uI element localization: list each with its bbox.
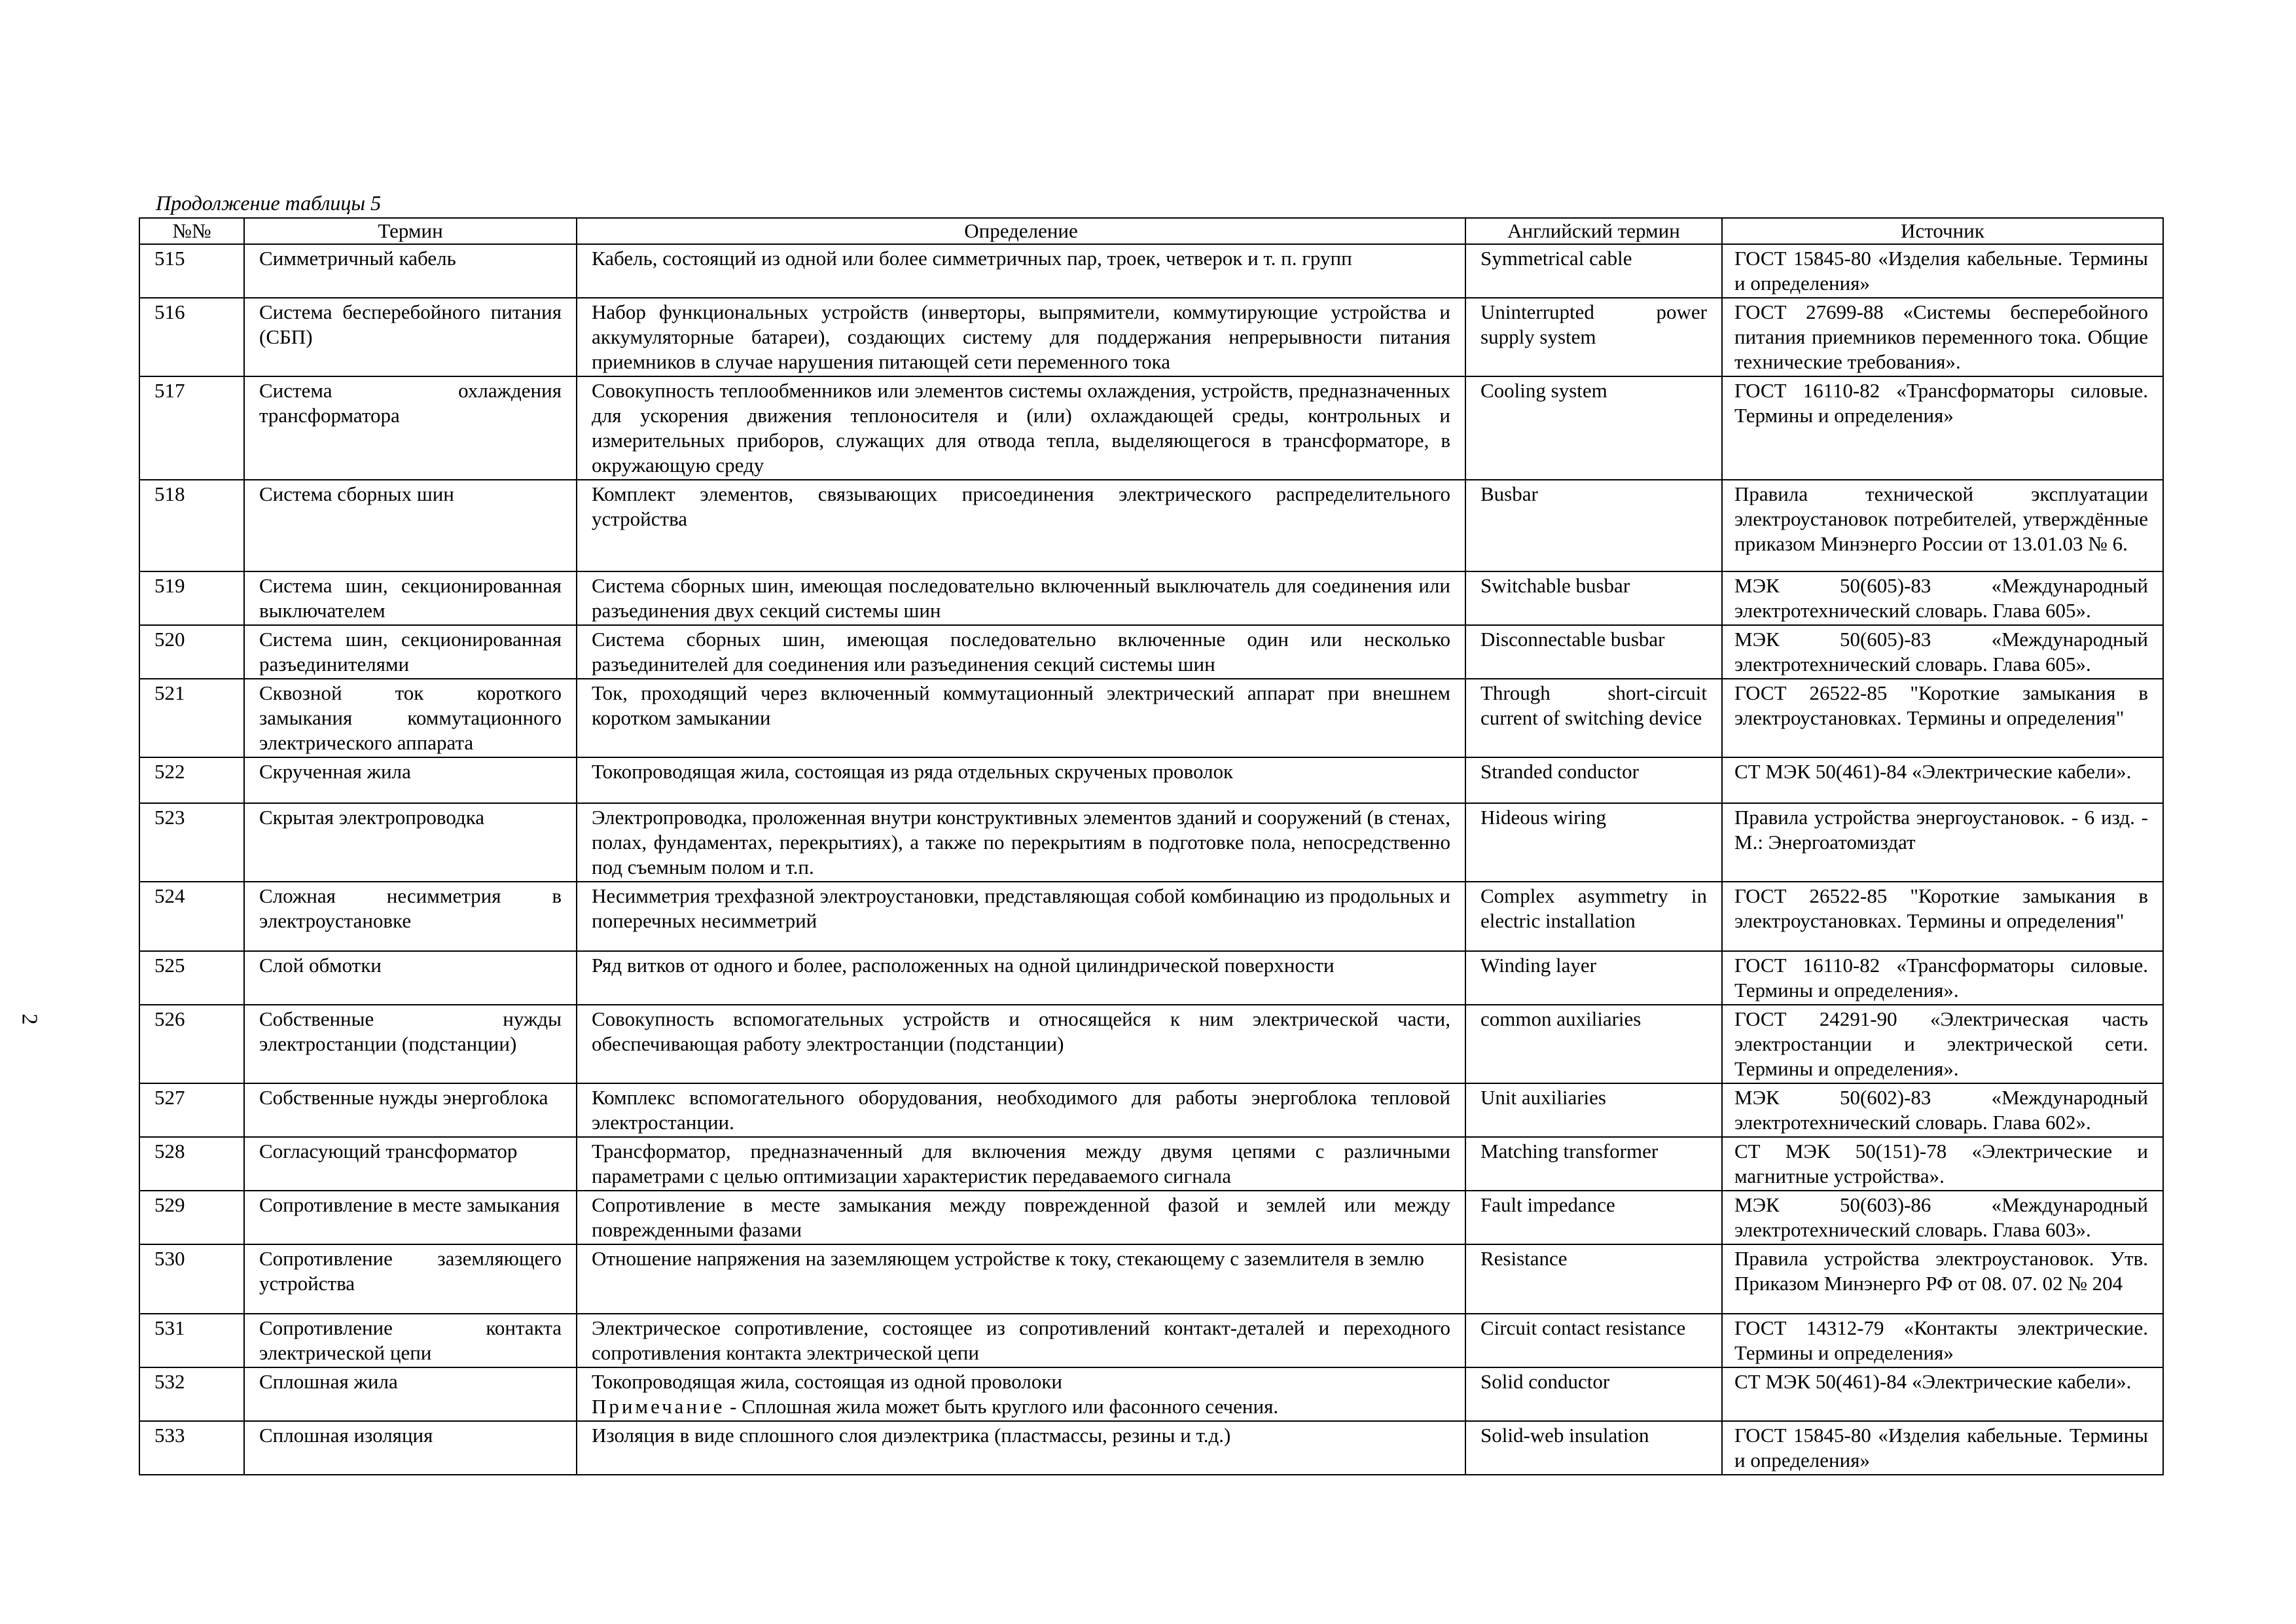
cell-number: 533: [139, 1421, 244, 1475]
cell-source: МЭК 50(605)-83 «Международный электротехнический словарь. Глава 605».: [1722, 571, 2163, 625]
cell-source: МЭК 50(602)-83 «Международный электротехнический словарь. Глава 602».: [1722, 1083, 2163, 1137]
cell-number: 521: [139, 679, 244, 757]
cell-term: Скрученная жила: [244, 757, 577, 803]
cell-source: Правила устройства энергоустановок. - 6 изд. - М.: Энергоатомиздат: [1722, 803, 2163, 882]
cell-source: ГОСТ 15845-80 «Изделия кабельные. Термины и определения»: [1722, 244, 2163, 298]
cell-term: Сопротивление в месте замыкания: [244, 1191, 577, 1244]
table-row: [139, 951, 2163, 1005]
table-body: [139, 244, 2163, 1475]
cell-definition: Токопроводящая жила, состоящая из ряда отдельных скрученых проволок: [577, 757, 1465, 803]
cell-term: Слой обмотки: [244, 951, 577, 1005]
table-header-row: [139, 218, 2163, 244]
cell-english-term: Busbar: [1465, 480, 1722, 571]
cell-english-term: Fault impedance: [1465, 1191, 1722, 1244]
table-row: [139, 882, 2163, 951]
cell-english-term: Symmetrical cable: [1465, 244, 1722, 298]
cell-english-term: Switchable busbar: [1465, 571, 1722, 625]
cell-number: 523: [139, 803, 244, 882]
cell-definition: Комплекс вспомогательного оборудования, необходимого для работы энергоблока тепловой электростанции.: [577, 1083, 1465, 1137]
table-row: [139, 1083, 2163, 1137]
cell-definition: [577, 1367, 1465, 1421]
cell-number: 531: [139, 1314, 244, 1367]
cell-definition: Комплект элементов, связывающих присоединения электрического распределительного устройства: [577, 480, 1465, 571]
table-row: [139, 1367, 2163, 1421]
cell-number: 529: [139, 1191, 244, 1244]
cell-definition: Ток, проходящий через включенный коммутационный электрический аппарат при внешнем коротком замыкании: [577, 679, 1465, 757]
cell-term: Симметричный кабель: [244, 244, 577, 298]
cell-term: Скрытая электропроводка: [244, 803, 577, 882]
cell-definition: Отношение напряжения на заземляющем устройстве к току, стекающему с заземлителя в землю: [577, 1244, 1465, 1314]
cell-source: ГОСТ 27699-88 «Системы бесперебойного питания приемников переменного тока. Общие технические требования».: [1722, 298, 2163, 376]
cell-definition: Система сборных шин, имеющая последовательно включенный выключатель для соединения или разъединения двух секций системы шин: [577, 571, 1465, 625]
page-number: 2: [17, 1013, 42, 1025]
cell-term: Сквозной ток короткого замыкания коммутационного электрического аппарата: [244, 679, 577, 757]
table-row: [139, 480, 2163, 571]
cell-definition: Совокупность теплообменников или элементов системы охлаждения, устройств, предназначенных для ускорения движения теплоносителя и (или) охлаждающей среды, контрольных и измерительных приборов, служащих для отвода тепла, выделяющегося в трансформаторе, в окружающую среду: [577, 376, 1465, 480]
cell-definition: Электропроводка, проложенная внутри конструктивных элементов зданий и сооружений (в стенах, полах, фундаментах, перекрытиях), а также по перекрытиям в подготовке пола, непосредственно под съемным полом и т.п.: [577, 803, 1465, 882]
cell-source: СТ МЭК 50(151)-78 «Электрические и магнитные устройства».: [1722, 1137, 2163, 1191]
cell-number: 530: [139, 1244, 244, 1314]
cell-number: 518: [139, 480, 244, 571]
cell-english-term: Solid-web insulation: [1465, 1421, 1722, 1475]
cell-definition: Набор функциональных устройств (инверторы, выпрямители, коммутирующие устройства и аккумуляторные батареи), создающих систему для поддержания непрерывности питания приемников в случае нарушения питающей сети переменного тока: [577, 298, 1465, 376]
cell-term: Собственные нужды энергоблока: [244, 1083, 577, 1137]
cell-definition: Ряд витков от одного и более, расположенных на одной цилиндрической поверхности: [577, 951, 1465, 1005]
definition-note: [592, 1394, 1450, 1419]
cell-english-term: Unit auxiliaries: [1465, 1083, 1722, 1137]
table-row: [139, 1244, 2163, 1314]
cell-number: 532: [139, 1367, 244, 1421]
cell-term: Система сборных шин: [244, 480, 577, 571]
cell-source: Правила устройства электроустановок. Утв. Приказом Минэнерго РФ от 08. 07. 02 № 204: [1722, 1244, 2163, 1314]
cell-number: 525: [139, 951, 244, 1005]
cell-definition: Несимметрия трехфазной электроустановки, представляющая собой комбинацию из продольных и поперечных несимметрий: [577, 882, 1465, 951]
cell-source: СТ МЭК 50(461)-84 «Электрические кабели».: [1722, 1367, 2163, 1421]
table-row: [139, 625, 2163, 679]
table-caption: Продолжение таблицы 5: [156, 191, 382, 215]
cell-english-term: Hideous wiring: [1465, 803, 1722, 882]
cell-number: 517: [139, 376, 244, 480]
table-row: [139, 376, 2163, 480]
cell-term: Сопротивление контакта электрической цепи: [244, 1314, 577, 1367]
table-row: [139, 803, 2163, 882]
cell-definition: Система сборных шин, имеющая последовательно включенные один или несколько разъединителей для соединения или разъединения секций системы шин: [577, 625, 1465, 679]
cell-number: 515: [139, 244, 244, 298]
cell-source: ГОСТ 26522-85 "Короткие замыкания в электроустановках. Термины и определения": [1722, 882, 2163, 951]
terms-table: [139, 217, 2164, 1475]
column-header-term: Термин: [244, 218, 577, 244]
cell-english-term: Resistance: [1465, 1244, 1722, 1314]
table-row: [139, 1137, 2163, 1191]
cell-english-term: Circuit contact resistance: [1465, 1314, 1722, 1367]
column-header-source: Источник: [1722, 218, 2163, 244]
cell-definition: Совокупность вспомогательных устройств и относящейся к ним электрической части, обеспечивающая работу электростанции (подстанции): [577, 1005, 1465, 1083]
cell-source: ГОСТ 26522-85 "Короткие замыкания в электроустановках. Термины и определения": [1722, 679, 2163, 757]
table-row: [139, 679, 2163, 757]
cell-number: 522: [139, 757, 244, 803]
cell-number: 527: [139, 1083, 244, 1137]
cell-source: СТ МЭК 50(461)-84 «Электрические кабели».: [1722, 757, 2163, 803]
cell-english-term: Complex asymmetry in electric installation: [1465, 882, 1722, 951]
cell-definition: Электрическое сопротивление, состоящее из сопротивлений контакт-деталей и переходного сопротивления контакта электрической цепи: [577, 1314, 1465, 1367]
cell-source: ГОСТ 16110-82 «Трансформаторы силовые. Термины и определения».: [1722, 951, 2163, 1005]
cell-number: 526: [139, 1005, 244, 1083]
cell-english-term: Stranded conductor: [1465, 757, 1722, 803]
cell-definition: Кабель, состоящий из одной или более симметричных пар, троек, четверок и т. п. групп: [577, 244, 1465, 298]
note-label: Примечание: [592, 1395, 725, 1418]
cell-definition: Трансформатор, предназначенный для включения между двумя цепями с различными параметрами с целью оптимизации характеристик передаваемого сигнала: [577, 1137, 1465, 1191]
cell-source: МЭК 50(603)-86 «Международный электротехнический словарь. Глава 603».: [1722, 1191, 2163, 1244]
cell-source: ГОСТ 14312-79 «Контакты электрические. Термины и определения»: [1722, 1314, 2163, 1367]
cell-term: Собственные нужды электростанции (подстанции): [244, 1005, 577, 1083]
cell-number: 519: [139, 571, 244, 625]
cell-term: Система бесперебойного питания (СБП): [244, 298, 577, 376]
column-header-number: №№: [139, 218, 244, 244]
cell-english-term: Disconnectable busbar: [1465, 625, 1722, 679]
cell-term: Сплошная жила: [244, 1367, 577, 1421]
definition-text: Токопроводящая жила, состоящая из одной проволоки: [592, 1370, 1062, 1393]
cell-english-term: Through short-circuit current of switching device: [1465, 679, 1722, 757]
cell-english-term: Solid conductor: [1465, 1367, 1722, 1421]
cell-term: Система охлаждения трансформатора: [244, 376, 577, 480]
cell-english-term: common auxiliaries: [1465, 1005, 1722, 1083]
table-row: [139, 244, 2163, 298]
cell-definition: Сопротивление в месте замыкания между поврежденной фазой и землей или между поврежденными фазами: [577, 1191, 1465, 1244]
note-text: - Сплошная жила может быть круглого или фасонного сечения.: [725, 1395, 1279, 1418]
cell-source: ГОСТ 24291-90 «Электрическая часть электростанции и электрической сети. Термины и определения».: [1722, 1005, 2163, 1083]
cell-number: 524: [139, 882, 244, 951]
table-row: [139, 1191, 2163, 1244]
cell-term: Сопротивление заземляющего устройства: [244, 1244, 577, 1314]
column-header-english-term: Английский термин: [1465, 218, 1722, 244]
cell-english-term: Matching transformer: [1465, 1137, 1722, 1191]
cell-source: ГОСТ 16110-82 «Трансформаторы силовые. Термины и определения»: [1722, 376, 2163, 480]
table-row: [139, 1314, 2163, 1367]
cell-definition: Изоляция в виде сплошного слоя диэлектрика (пластмассы, резины и т.д.): [577, 1421, 1465, 1475]
table-row: [139, 1421, 2163, 1475]
table-row: [139, 298, 2163, 376]
table-row: [139, 571, 2163, 625]
cell-term: Сложная несимметрия в электроустановке: [244, 882, 577, 951]
cell-source: Правила технической эксплуатации электроустановок потребителей, утверждённые приказом Минэнерго России от 13.01.03 № 6.: [1722, 480, 2163, 571]
column-header-definition: Определение: [577, 218, 1465, 244]
table-row: [139, 1005, 2163, 1083]
cell-english-term: Uninterrupted power supply system: [1465, 298, 1722, 376]
cell-term: Сплошная изоляция: [244, 1421, 577, 1475]
cell-number: 516: [139, 298, 244, 376]
cell-number: 528: [139, 1137, 244, 1191]
cell-source: ГОСТ 15845-80 «Изделия кабельные. Термины и определения»: [1722, 1421, 2163, 1475]
cell-english-term: Winding layer: [1465, 951, 1722, 1005]
cell-term: Система шин, секционированная выключателем: [244, 571, 577, 625]
cell-english-term: Cooling system: [1465, 376, 1722, 480]
cell-number: 520: [139, 625, 244, 679]
cell-term: Согласующий трансформатор: [244, 1137, 577, 1191]
table-row: [139, 757, 2163, 803]
cell-source: МЭК 50(605)-83 «Международный электротехнический словарь. Глава 605».: [1722, 625, 2163, 679]
cell-term: Система шин, секционированная разъединителями: [244, 625, 577, 679]
